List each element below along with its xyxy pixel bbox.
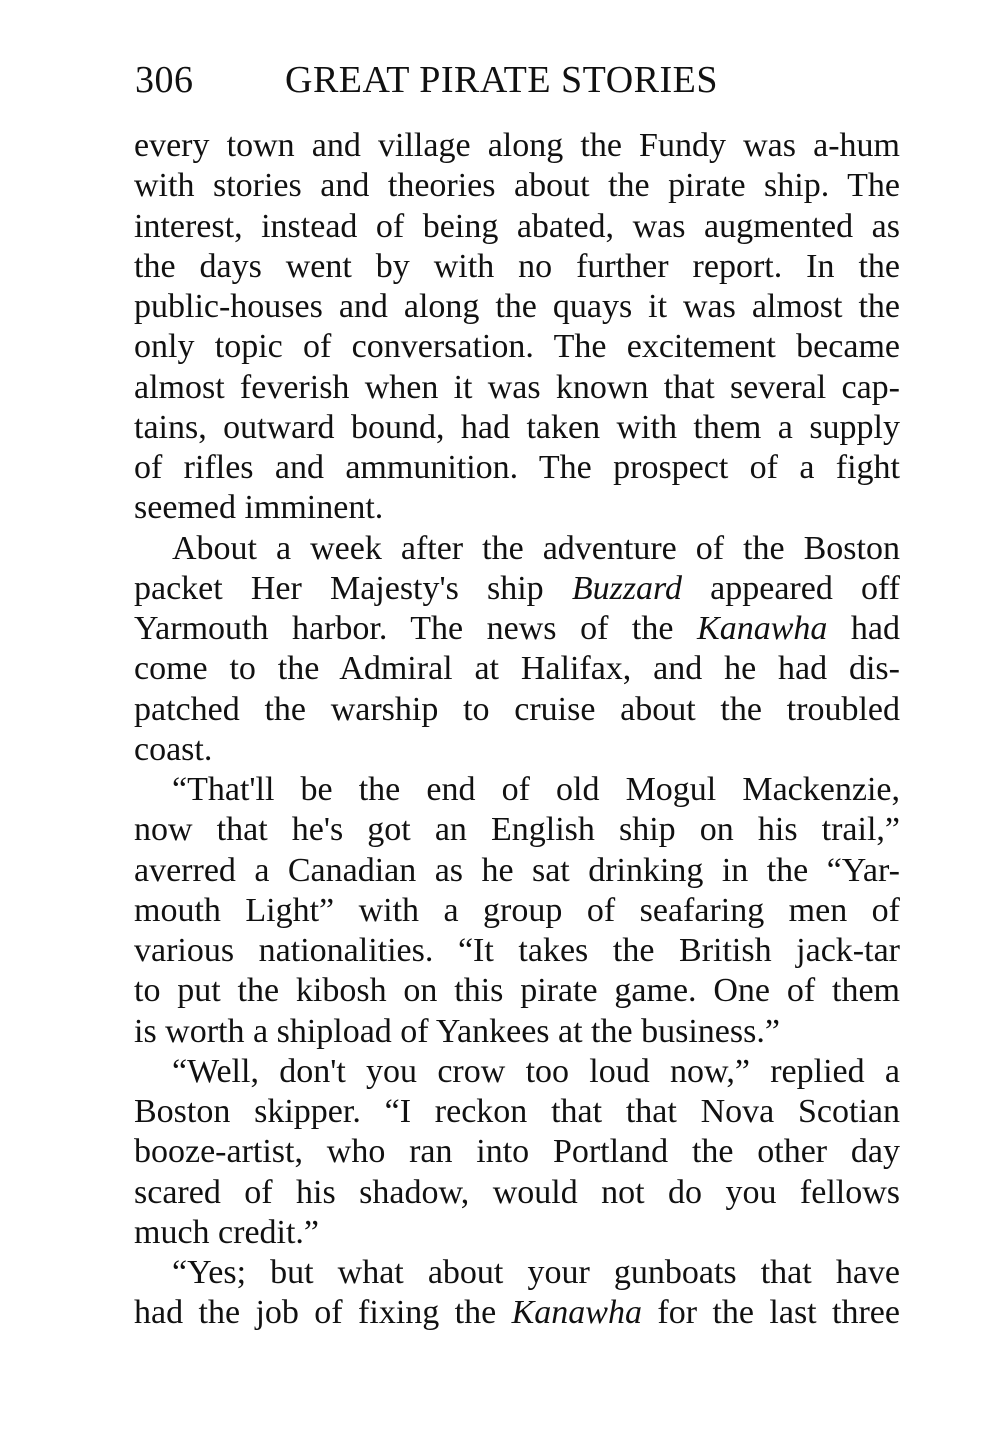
body-text (134, 126, 900, 1334)
text-run: Yarmouth harbor. The news of the (134, 610, 698, 647)
text-line: of rifles and ammunition. The prospect of a fight (134, 449, 900, 486)
text-run: packet Her Majesty's ship (134, 569, 572, 607)
page-number: 306 (135, 59, 194, 101)
text-line: to put the kibosh on this pirate game. One of them (134, 972, 900, 1010)
text-line (134, 1293, 900, 1333)
ship-name-buzzard: Buzzard (571, 569, 683, 607)
text-run: for the last three (641, 1294, 900, 1332)
text-line: averred a Canadian as he sat drinking in the “Yar- (134, 851, 900, 889)
text-line: “Well, don't you crow too loud now,” replied a (172, 1052, 900, 1090)
ship-name-kanawha: Kanawha (511, 1294, 642, 1332)
text-line: About a week after the adventure of the Boston (172, 529, 900, 567)
text-line: come to the Admiral at Halifax, and he had dis- (134, 650, 900, 688)
text-run: appeared off (682, 569, 901, 607)
running-head (135, 52, 718, 108)
text-line: coast. (134, 730, 213, 768)
text-line: patched the warship to cruise about the troubled (134, 690, 900, 728)
text-line (134, 569, 900, 609)
text-line: now that he's got an English ship on his trail,” (134, 811, 900, 849)
text-run: had (827, 610, 901, 647)
text-line: booze-artist, who ran into Portland the other day (134, 1133, 900, 1171)
text-line: “That'll be the end of old Mogul Mackenzie, (172, 771, 900, 808)
text-line: “Yes; but what about your gunboats that have (172, 1254, 900, 1291)
text-line: seemed imminent. (134, 489, 384, 527)
text-line: much credit.” (134, 1213, 320, 1251)
text-line: is worth a shipload of Yankees at the business.” (134, 1012, 780, 1050)
text-line: every town and village along the Fundy was a-hum (134, 127, 900, 164)
text-line: almost feverish when it was known that several cap- (134, 368, 900, 406)
running-title: GREAT PIRATE STORIES (285, 59, 718, 101)
text-line: mouth Light” with a group of seafaring men of (134, 891, 900, 929)
text-line: with stories and theories about the pirate ship. The (134, 167, 900, 205)
text-line: public-houses and along the quays it was almost the (134, 288, 900, 325)
text-line: tains, outward bound, had taken with them a supply (134, 408, 900, 446)
text-line: interest, instead of being abated, was augmented as (134, 207, 900, 245)
text-run: had the job of fixing the (134, 1294, 512, 1332)
text-line: scared of his shadow, would not do you fellows (134, 1173, 900, 1211)
text-line: Boston skipper. “I reckon that that Nova Scotian (134, 1093, 900, 1130)
text-line: only topic of conversation. The excitement became (134, 328, 900, 366)
ship-name-kanawha: Kanawha (697, 610, 828, 647)
text-line (134, 609, 900, 649)
text-line: the days went by with no further report. In the (134, 247, 900, 285)
text-line: various nationalities. “It takes the British jack-tar (134, 932, 900, 969)
